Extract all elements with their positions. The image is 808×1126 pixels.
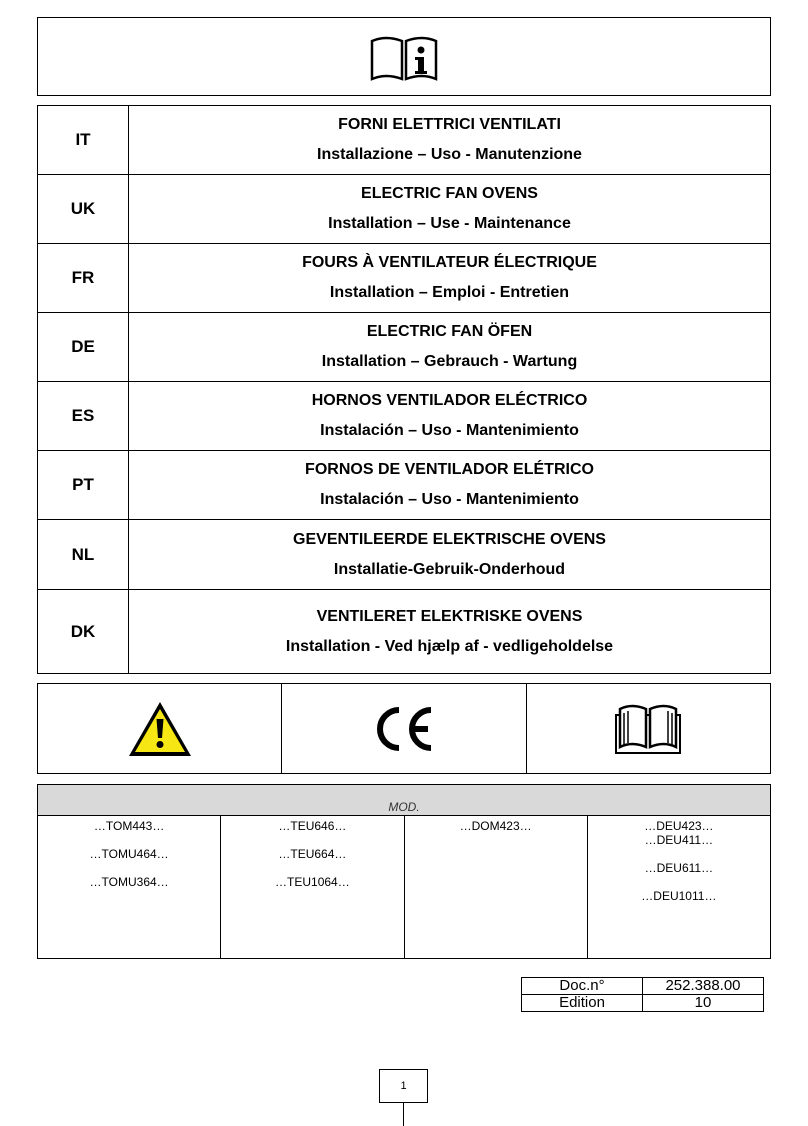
lang-subtitle: Installation - Ved hjælp af - vedligeholdelse (285, 637, 614, 655)
models-header: MOD. (38, 785, 770, 816)
doc-number-label: Doc.n° (522, 978, 643, 995)
page-number-text: 1 (400, 1080, 407, 1092)
models-column (404, 816, 587, 958)
models-column (220, 816, 403, 958)
manual-info-icon (368, 31, 440, 83)
lang-subtitle: Installation – Gebrauch - Wartung (321, 353, 578, 370)
edition-label: Edition (522, 995, 643, 1012)
model-item: …TEU1064… (275, 875, 350, 889)
lang-row-es (38, 382, 771, 451)
ce-cell (281, 684, 525, 773)
doc-info-table (521, 977, 764, 1012)
lang-text (129, 106, 771, 175)
model-item: …DEU423… (644, 819, 714, 833)
models-column (38, 816, 220, 958)
lang-code: NL (38, 520, 129, 590)
manual-icon-box (37, 17, 771, 96)
lang-text (129, 590, 771, 674)
page-divider-line (403, 1103, 404, 1126)
lang-subtitle: Installatie-Gebruik-Onderhoud (333, 560, 566, 578)
model-item: …TOM443… (93, 819, 165, 833)
lang-row-uk (38, 175, 771, 244)
lang-text (129, 175, 771, 244)
model-item: …TEU664… (278, 847, 347, 861)
lang-title: GEVENTILEERDE ELEKTRISCHE OVENS (293, 530, 606, 548)
lang-title: ELECTRIC FAN OVENS (361, 185, 538, 202)
model-item: …DEU411… (644, 833, 714, 847)
model-item: …TEU646… (278, 819, 347, 833)
models-box (37, 784, 771, 959)
lang-title: FORNI ELETTRICI VENTILATI (338, 116, 561, 133)
warning-triangle-icon (126, 699, 194, 759)
language-table (37, 105, 771, 674)
lang-row-it (38, 106, 771, 175)
lang-text (129, 382, 771, 451)
lang-row-de (38, 313, 771, 382)
lang-title: ELECTRIC FAN ÖFEN (366, 323, 533, 340)
lang-subtitle: Installation – Use - Maintenance (328, 215, 571, 232)
lang-code: UK (38, 175, 129, 244)
edition-value: 10 (643, 995, 764, 1012)
lang-text (129, 244, 771, 313)
lang-text (129, 451, 771, 520)
lang-code: PT (38, 451, 129, 520)
lang-text (129, 520, 771, 590)
doc-number-value: 252.388.00 (643, 978, 764, 995)
lang-title: FOURS À VENTILATEUR ÉLECTRIQUE (302, 254, 597, 271)
lang-code: ES (38, 382, 129, 451)
model-item: …TOMU364… (89, 875, 169, 889)
open-book-icon (614, 703, 682, 755)
lang-subtitle: Installazione – Uso - Manutenzione (317, 146, 582, 163)
book-cell (526, 684, 770, 773)
warning-cell (38, 684, 281, 773)
model-item: …DOM423… (459, 819, 532, 833)
lang-subtitle: Installation – Emploi - Entretien (329, 284, 570, 301)
lang-text (129, 313, 771, 382)
lang-title: HORNOS VENTILADOR ELÉCTRICO (311, 392, 588, 409)
ce-mark-icon (372, 705, 436, 753)
lang-row-nl (38, 520, 771, 590)
models-column (587, 816, 770, 958)
page-number (379, 1069, 428, 1103)
model-item: …DEU611… (644, 861, 714, 875)
lang-code: DE (38, 313, 129, 382)
lang-code: IT (38, 106, 129, 175)
lang-title: FORNOS DE VENTILADOR ELÉTRICO (305, 461, 594, 478)
lang-title: VENTILERET ELEKTRISKE OVENS (316, 607, 583, 625)
lang-subtitle: Instalación – Uso - Mantenimiento (320, 422, 579, 439)
model-item: …TOMU464… (89, 847, 169, 861)
lang-row-pt (38, 451, 771, 520)
lang-row-fr (38, 244, 771, 313)
lang-code: DK (38, 590, 129, 674)
lang-row-dk (38, 590, 771, 674)
lang-code: FR (38, 244, 129, 313)
model-item: …DEU1011… (641, 889, 717, 903)
lang-subtitle: Instalación – Uso - Mantenimiento (320, 491, 579, 508)
symbols-row (37, 683, 771, 774)
